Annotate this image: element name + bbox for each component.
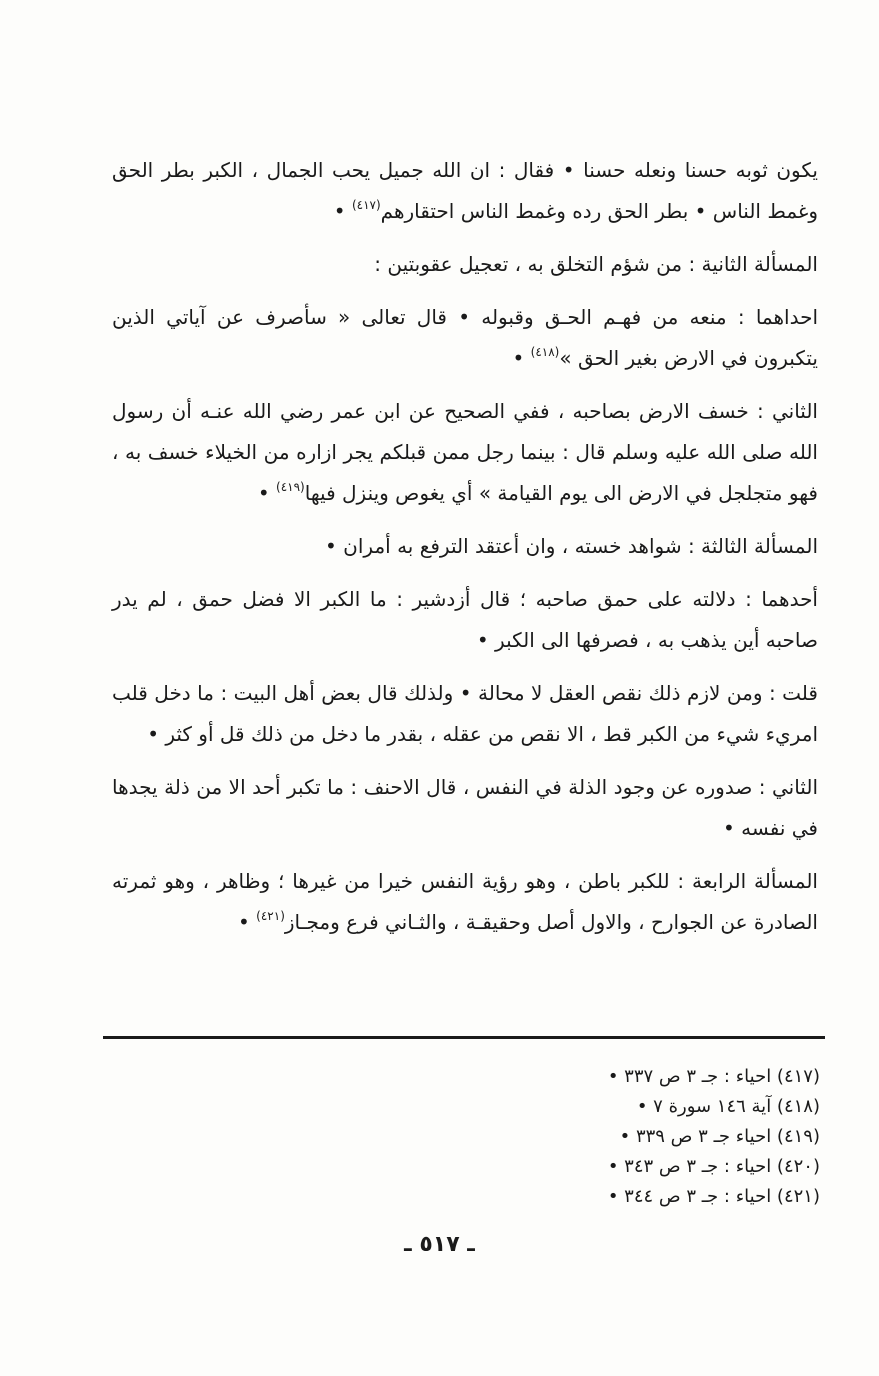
footnotes <box>440 1062 820 1212</box>
footnote-ref-418: (٤١٨) <box>530 345 560 359</box>
footnote-417: (٤١٧) احياء : جـ ٣ ص ٣٣٧ • <box>607 1066 820 1087</box>
footnote-419: (٤١٩) احياء جـ ٣ ص ٣٣٩ • <box>619 1126 820 1147</box>
paragraph-6: أحدهما : دلالته على حمق صاحبه ؛ قال أزدشير : ما الكبر الا فضل حمق ، لم يدر صاحبه أين يذهب به ، فصرفها الى الكبر • <box>112 587 818 652</box>
paragraph-4: الثاني : خسف الارض بصاحبه ، ففي الصحيح عن ابن عمر رضي الله عنـه أن رسول الله صلى الله عليه وسلم قال : بينما رجل ممن قبلكم يجر ازاره من الخيلاء خسف به ، فهو متجلجل في الارض الى يوم القيامة » أي يغوص وينزل فيها$^{(٤١٩)}$ • <box>112 399 818 505</box>
page-number: ـ ٥١٧ ـ <box>404 1232 475 1257</box>
paragraph-8: الثاني : صدوره عن وجود الذلة في النفس ، قال الاحنف : ما تكبر أحد الا من ذلة يجدها في نفسه • <box>112 775 818 840</box>
paragraph-2: المسألة الثانية : من شؤم التخلق به ، تعجيل عقوبتين : <box>374 252 818 276</box>
footnote-418: (٤١٨) آية ١٤٦ سورة ٧ • <box>636 1096 820 1117</box>
paragraph-7: قلت : ومن لازم ذلك نقص العقل لا محالة • ولذلك قال بعض أهل البيت : ما دخل قلب امريء شيء من الكبر قط ، الا نقص من عقله ، بقدر ما دخل من ذلك قل أو كثر • <box>112 681 818 746</box>
footnote-421: (٤٢١) احياء : جـ ٣ ص ٣٤٤ • <box>607 1186 820 1207</box>
footnote-divider <box>103 1036 825 1039</box>
footnote-ref-421: (٤٢١) <box>256 909 285 923</box>
paragraph-5: المسألة الثالثة : شواهد خسته ، وان أعتقد الترفع به أمران • <box>325 534 818 558</box>
paragraph-9: المسألة الرابعة : للكبر باطن ، وهو رؤية النفس خيرا من غيرها ؛ وظاهر ، وهو ثمرته الصادرة عن الجوارح ، والاول أصل وحقيقـة ، والثـاني فرع ومجـاز$^{(٤٢١)}$ • <box>112 869 818 934</box>
paragraph-1: يكون ثوبه حسنا ونعله حسنا • فقال : ان الله جميل يحب الجمال ، الكبر بطر الحق وغمط الناس • بطر الحق رده وغمط الناس احتقارهم$^{(٤١٧)}$ • <box>112 158 818 223</box>
footnote-ref-417: (٤١٧) <box>351 198 381 212</box>
footnote-ref-419: (٤١٩) <box>276 480 305 494</box>
footnote-420: (٤٢٠) احياء : جـ ٣ ص ٣٤٣ • <box>607 1156 820 1177</box>
paragraph-3: احداهما : منعه من فهـم الحـق وقبوله • قال تعالى « سأصرف عن آياتي الذين يتكبرون في الارض بغير الحق »$^{(٤١٨)}$ • <box>112 305 818 370</box>
main-text <box>112 150 818 955</box>
